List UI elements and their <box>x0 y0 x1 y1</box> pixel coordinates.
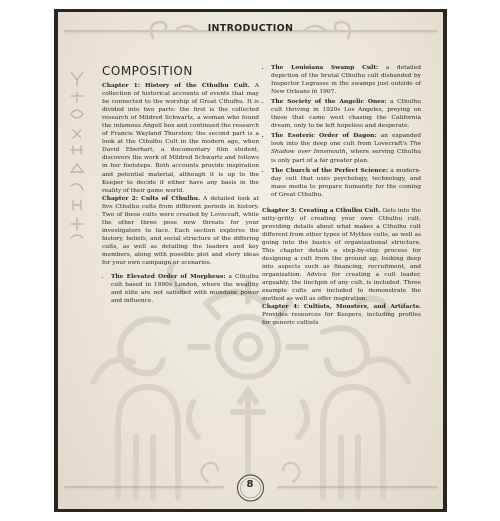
cult-name: The Church of the Perfect Science: <box>271 166 389 174</box>
list-item <box>271 132 421 164</box>
chapter-1-text: A collection of historical accounts of events that may be connected to the worship of Great Cthulhu. It is divided into two parts: the first is the collected research of Mildred Schwartz, a woman who found the infamous Angell box and continued the research of Francis Wayland Thurston; the second part is a look at the Cthulhu Cult in the modern age, when David Eberhart, a documentary film student, discovers the work of Mildred Schwartz and follows in her footsteps. Both accounts provide inspiration and potential material, although it is up to the Keeper to decide if either have any basis in the reality of their game world. <box>102 83 259 194</box>
cult-list-right <box>262 64 421 199</box>
section-title: COMPOSITION <box>102 64 193 78</box>
chapter-4-label: Chapter 4: Cultists, Monsters, and Artifacts. <box>262 303 421 311</box>
cult-description: a Cthulhu cult thriving in 1920s Los Angeles, preying on those that came west chasing the California dream, only to be left hopeless and desperate. <box>271 99 421 130</box>
chapter-4-paragraph <box>262 303 421 327</box>
cult-description: a Cthulhu cult based in 1890s London, where the wealthy and elite are not satisfied with mundane power and influence. <box>111 274 259 305</box>
cult-name: The Louisiana Swamp Cult: <box>271 64 379 71</box>
list-item <box>111 273 259 305</box>
chapter-3-text: Gets into the nitty-gritty of creating your own Cthulhu cult, providing details about what makes a Cthulhu cult different from other types of Mythos cults, as well as going into the basics of organizational structure. This chapter details a step-by-step process for designing a cult from the ground up, looking deep into aspects such as financing, recruitment, and organization. Advice for creating a cult leader, arguably, the linchpin of any cult, is included. Three example cults are included to demonstrate the method as well as offer inspiration. <box>262 207 421 303</box>
cult-description-end: , where serving Cthulhu is only part of a far greater plan. <box>271 149 421 164</box>
chapter-1-paragraph <box>102 82 259 195</box>
chapter-2-label: Chapter 2: Cults of Cthulhu. <box>102 194 201 202</box>
left-column <box>102 64 259 307</box>
book-title: The Shadow over Innsmouth <box>271 141 421 156</box>
cult-name: The Esoteric Order of Dagon: <box>271 132 377 140</box>
cult-name: The Elevated Order of Morpheus: <box>111 273 226 281</box>
chapter-1-label: Chapter 1: History of the Cthulhu Cult. <box>102 82 250 89</box>
cult-description: a detailed depiction of the brutal Cthulhu cult disbanded by Inspector Legrasse in the swamps just outside of New Orleans in 1907. <box>271 65 421 96</box>
chapter-2-paragraph <box>102 195 259 267</box>
chapter-4-text: Provides resources for Keepers, including profiles for generic cultists <box>262 312 421 327</box>
page-number: 8 <box>246 479 254 490</box>
cult-list-left <box>102 273 259 305</box>
list-item <box>271 64 421 96</box>
list-item <box>271 98 421 130</box>
cult-description: an expanded look into the deep one cult from Lovecraft's <box>271 133 421 148</box>
list-item <box>271 167 421 199</box>
cult-description: a modern-day cult that uses psychology, technology, and mass media to prepare humanity for the coming of Great Cthulhu. <box>271 167 421 198</box>
margin-runes <box>67 64 93 244</box>
chapter-header-title: INTRODUCTION <box>207 23 294 34</box>
chapter-3-paragraph <box>262 207 421 304</box>
chapter-3-label: Chapter 3: Creating a Cthulhu Cult. <box>262 206 381 214</box>
cult-name: The Society of the Angelic Ones: <box>271 98 387 106</box>
chapter-2-text: A detailed look at five Cthulhu cults from different periods in history. Two of these cults were created by Lovecraft, while the other three pose new threats for your investigators to face. Each section explores the history, beliefs, and social structure of the differing cults, as well as detailing the leaders and key members, along with possible plot and story ideas for your own campaign or scenarios. <box>102 195 259 267</box>
right-column <box>262 64 421 327</box>
book-page <box>58 12 443 509</box>
